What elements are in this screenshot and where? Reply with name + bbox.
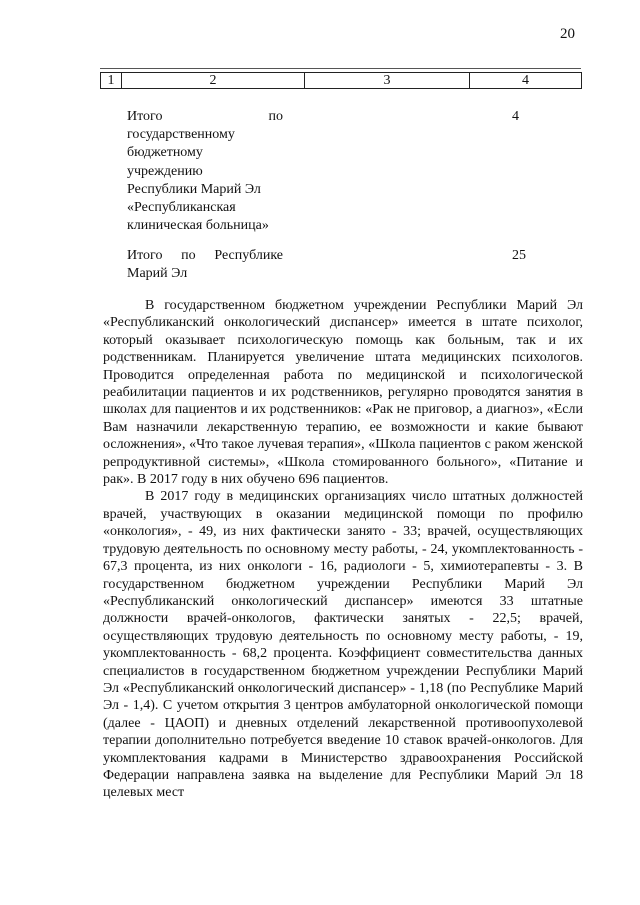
table-row-2-value: 25 [512, 248, 526, 263]
header-cell-3: 3 [305, 73, 470, 89]
table-top-rule [100, 68, 581, 69]
table-row-1-value: 4 [512, 109, 519, 124]
row-line: Марий Эл [127, 266, 188, 282]
row-line: Итого по [127, 109, 283, 124]
row-line: клиническая больница» [127, 218, 269, 234]
page-number: 20 [560, 26, 575, 42]
paragraph-1: В государственном бюджетном учреждении Республики Марий Эл «Республиканский онкологический диспансер» имеется в штате психолог, который оказывает психологическую помощь как больным, так и их родственникам. Планируется увеличение штата медицинских психологов. Проводится определенная работа по медицинской и психологической реабилитации пациентов и их родственников, регулярно проводятся занятия в школах для пациентов и их родственников: «Рак не приговор, а диагноз», «Если Вам назначили лекарственную терапию, ее возможности и какие бывают осложнения», «Что такое лучевая терапия», «Школа пациентов с раком женской репродуктивной системы», «Школа стомированного больного», «Питание и рак». В 2017 году в них обучено 696 пациентов. [103, 298, 583, 488]
header-cell-2: 2 [122, 73, 305, 89]
header-cell-1: 1 [101, 73, 122, 89]
table-row-2-label [127, 247, 283, 283]
table-header-row [100, 72, 582, 89]
row-line: Республики Марий Эл [127, 181, 261, 197]
row-line: Итого по Республике [127, 248, 283, 263]
row-line: «Республиканская [127, 200, 236, 216]
row-line: учреждению [127, 163, 203, 179]
paragraph-2: В 2017 году в медицинских организациях число штатных должностей врачей, участвующих в оказании медицинской помощи по профилю «онкология», - 49, из них фактически занято - 33; врачей, осуществляющих трудовую деятельность по основному месту работы, - 24, укомплектованность - 67,3 процента, из них онкологи - 16, радиологи - 5, химиотерапевты - 3. В государственном бюджетном учреждении Республики Марий Эл «Республиканский онкологический диспансер» имеются 33 штатные должности врачей-онкологов, фактически занятых - 22,5; врачей, осуществляющих трудовую деятельность по основному месту работы, - 19, укомплектованность - 68,2 процента. Коэффициент совместительства данных специалистов в государственном бюджетном учреждении Республики Марий Эл «Республиканский онкологический диспансер» - 1,18 (по Республике Марий Эл - 1,4). С учетом открытия 3 центров амбулаторной онкологической помощи (далее - ЦАОП) и дневных отделений лекарственной противоопухолевой терапии дополнительно потребуется введение 10 ставок врачей-онкологов. Для укомплектования кадрами в Министерство здравоохранения Российской Федерации направлена заявка на выделение для Республики Марий Эл 18 целевых мест [103, 489, 583, 801]
table-row-1-label [127, 108, 283, 235]
row-line: государственному [127, 127, 235, 143]
row-line: бюджетному [127, 145, 203, 161]
body-text [103, 297, 583, 802]
header-cell-4: 4 [470, 73, 582, 89]
